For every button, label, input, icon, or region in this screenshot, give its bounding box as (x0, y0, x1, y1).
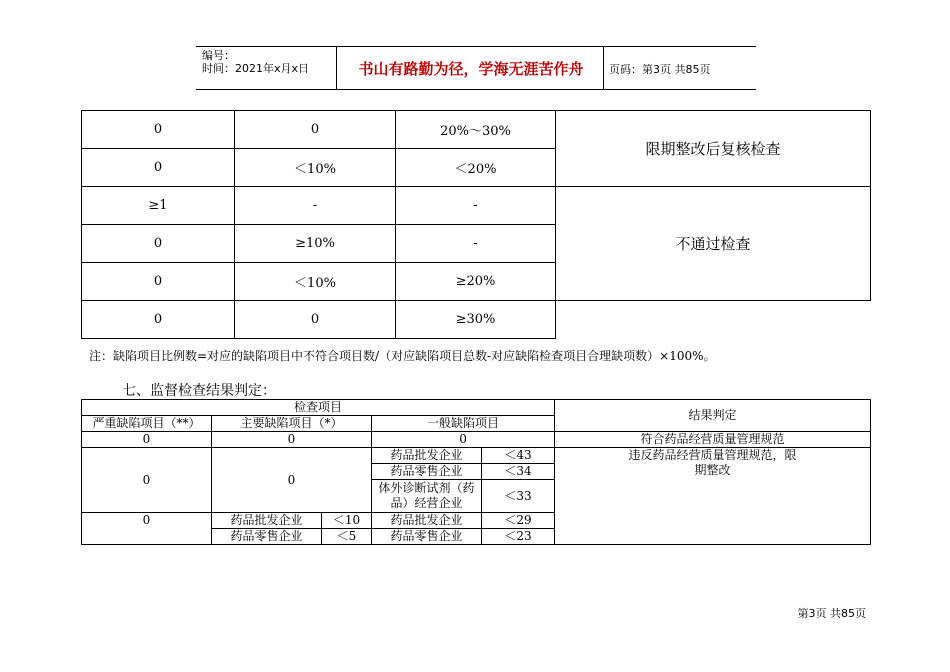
date-label: 时间：2021年x月x日 (202, 62, 310, 75)
table-row (82, 432, 871, 448)
table-cell: 0 (82, 513, 212, 545)
table-row (82, 111, 871, 149)
table-cell: 药品零售企业 (212, 529, 322, 545)
table-cell: ＜20% (396, 149, 556, 187)
table-cell: - (235, 187, 396, 225)
result-cell: 不通过检查 (556, 187, 871, 301)
table-cell: ＜33 (482, 480, 555, 513)
inspection-result-table (81, 399, 871, 545)
table-cell: ≥10% (235, 225, 396, 263)
header-bottom-rule (196, 89, 756, 90)
table-cell: ≥20% (396, 263, 556, 301)
header-divider (603, 46, 604, 90)
table-cell: 0 (82, 111, 235, 149)
result-cell: 违反药品经营质量管理规范，限期整改 (555, 448, 871, 545)
table-cell: - (396, 225, 556, 263)
table-cell: - (396, 187, 556, 225)
table-cell: 药品批发企业 (372, 448, 482, 464)
header-page-label: 页码：第3页 共85页 (609, 63, 711, 76)
header-cell: 主要缺陷项目（*） (212, 416, 372, 432)
header-cell: 一般缺陷项目 (372, 416, 555, 432)
header-top-rule (196, 46, 756, 47)
table-cell: 0 (212, 432, 372, 448)
table-cell: 0 (82, 225, 235, 263)
table-note: 注：缺陷项目比例数=对应的缺陷项目中不符合项目数/（对应缺陷项目总数-对应缺陷检查项目合理缺项数）×100%。 (89, 349, 716, 363)
table-cell: 0 (82, 263, 235, 301)
result-cell: 限期整改后复核检查 (556, 111, 871, 187)
table-cell: 20%～30% (396, 111, 556, 149)
table-cell: ＜5 (322, 529, 372, 545)
table-cell: ≥1 (82, 187, 235, 225)
table-row (82, 400, 871, 416)
table-cell: 0 (212, 448, 372, 513)
table-cell: ＜10% (235, 149, 396, 187)
table-cell: 0 (82, 448, 212, 513)
table-cell: 0 (82, 432, 212, 448)
table-row (82, 187, 871, 225)
table-cell: 0 (82, 149, 235, 187)
table-cell: ＜34 (482, 464, 555, 480)
table-cell: ＜43 (482, 448, 555, 464)
defect-ratio-table (81, 110, 871, 339)
table-cell: ≥30% (396, 301, 556, 339)
header-meta (202, 49, 309, 75)
table-cell: 药品批发企业 (372, 513, 482, 529)
header-motto: 书山有路勤为径，学海无涯苦作舟 (358, 60, 584, 78)
header-cell: 结果判定 (555, 400, 871, 432)
table-cell: ＜23 (482, 529, 555, 545)
table-cell: ＜10% (235, 263, 396, 301)
result-cell: 符合药品经营质量管理规范 (555, 432, 871, 448)
header-cell: 严重缺陷项目（**） (82, 416, 212, 432)
table-cell: 0 (235, 301, 396, 339)
empty-cell (556, 301, 871, 339)
table-cell: 0 (235, 111, 396, 149)
page-header (196, 46, 756, 90)
table-cell: 药品零售企业 (372, 529, 482, 545)
table-cell: 药品批发企业 (212, 513, 322, 529)
table-cell: 药品零售企业 (372, 464, 482, 480)
header-cell: 检查项目 (82, 400, 555, 416)
table-row (82, 301, 871, 339)
page-footer: 第3页 共85页 (797, 607, 866, 620)
table-cell: 0 (372, 432, 555, 448)
code-label: 编号： (202, 49, 235, 62)
section-title: 七、监督检查结果判定： (122, 383, 276, 399)
table-cell: 体外诊断试剂（药品）经营企业 (372, 480, 482, 513)
table-row (82, 448, 871, 464)
table-cell: ＜29 (482, 513, 555, 529)
table-cell: 0 (82, 301, 235, 339)
header-divider (336, 46, 337, 90)
table-cell: ＜10 (322, 513, 372, 529)
